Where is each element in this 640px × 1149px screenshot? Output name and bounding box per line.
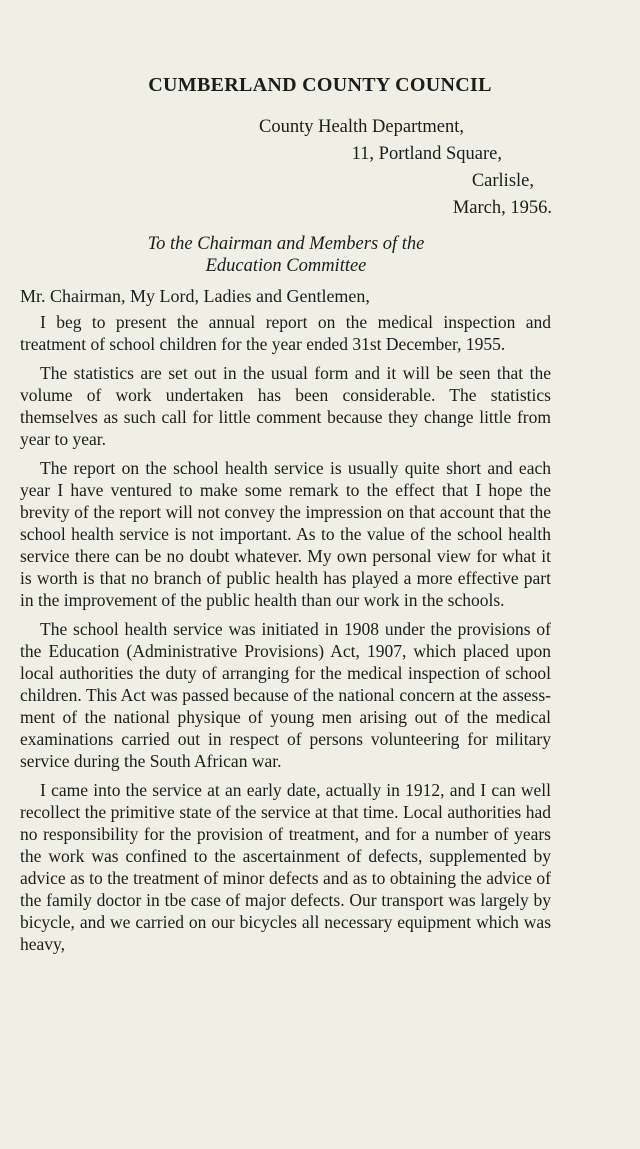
addressee-line-1: To the Chairman and Members of the <box>147 234 425 254</box>
paragraph: The statistics are set out in the usual form and it will be seen that the volume of work undertaken has been considerable. The statistics themselves as such call for little comment because they change little from year to year. <box>20 363 551 449</box>
letter-date: March, 1956. <box>452 198 552 218</box>
council-title: CUMBERLAND COUNTY COUNCIL <box>148 74 492 96</box>
letter-body <box>20 285 551 962</box>
addressee <box>0 233 572 277</box>
salutation: Mr. Chairman, My Lord, Ladies and Gentlemen, <box>20 286 370 306</box>
paragraph: The school health service was initiated in 1908 under the provisions of the Education (Administrative Provisions) Act, 1907, which placed upon local authorities the duty of arranging for the medical inspection of school children. This Act was passed because of the national concern at the assessment of the national physique of young men arising out of the medical examinations carried out in respect of persons volunteering for military service during the South African war. <box>20 619 551 771</box>
address-street: 11, Portland Square, <box>351 144 502 164</box>
addressee-line-2: Education Committee <box>205 256 367 276</box>
sender-address <box>259 114 552 222</box>
paragraph: The report on the school health service is usually quite short and each year I have ventured to make some remark to the effect that I hope the brevity of the report will not convey the impression on that account that the school health service is not important. As to the value of the school health service there can be no doubt whatever. My own personal view for what it is worth is that no branch of public health has played a more effective part in the improvement of the public health than our work in the schools. <box>20 458 551 610</box>
paragraph: I beg to present the annual report on the medical inspection and treatment of school children for the year ended 31st December, 1955. <box>20 312 551 354</box>
address-city: Carlisle, <box>471 171 534 191</box>
address-department: County Health Department, <box>259 117 464 137</box>
paragraph: I came into the service at an early date, actually in 1912, and I can well recollect the primitive state of the service at that time. Local authorities had no responsibility for the provision of treatment, and for a number of years the work was confined to the ascertainment of defects, supplemented by advice as to the treatment of minor defects and as to obtaining the advice of the family doctor in tbe case of major defects. Our transport was largely by bicycle, and we carried on our bicycles all necessary equipment which was heavy, <box>20 780 551 954</box>
